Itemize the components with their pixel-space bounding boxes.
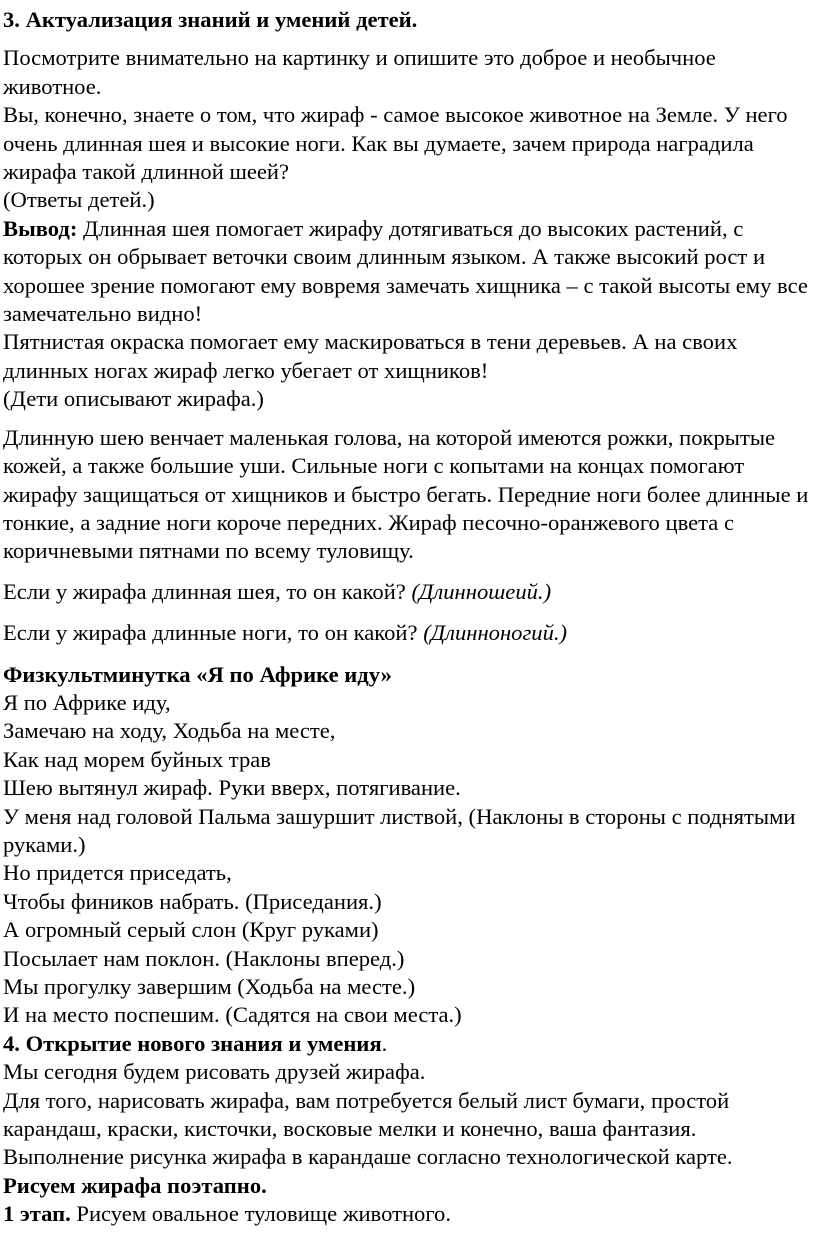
intro-paragraph: Посмотрите внимательно на картинку и опишите это доброе и необычное животное.	[3, 45, 716, 99]
section-4-heading: 4. Открытие нового знания и умения.	[3, 1030, 388, 1056]
legs-answer: (Длинноногий.)	[423, 620, 568, 646]
poem-line: У меня над головой Пальма зашуршит листвой, (Наклоны в стороны с поднятыми руками.)	[3, 803, 796, 857]
poem-line: А огромный серый слон (Круг руками)	[3, 917, 379, 943]
poem-line: Мы прогулку завершим (Ходьба на месте.)	[3, 974, 416, 999]
poem-line: Но придется приседать,	[3, 860, 232, 886]
neck-question: Если у жирафа длинная шея, то он какой? (Длинношеий.)	[3, 578, 552, 604]
stage-1-label: 1 этап.	[3, 1201, 71, 1227]
section-3-heading: 3. Актуализация знаний и умений детей.	[3, 7, 418, 32]
stage-1-text: Рисуем овальное туловище животного.	[70, 1201, 451, 1227]
describe-note: (Дети описывают жирафа.)	[3, 386, 264, 412]
conclusion-label: Вывод:	[3, 215, 78, 241]
document-page	[3, 6, 811, 1229]
legs-question: Если у жирафа длинные ноги, то он какой? (Длинноногий.)	[3, 620, 568, 646]
answers-note: (Ответы детей.)	[3, 187, 155, 213]
poem-line: Я по Африке иду,	[3, 689, 171, 715]
materials-paragraph: Для того, нарисовать жирафа, вам потребуется белый лист бумаги, простой карандаш, краски, кисточки, восковые мелки и конечно, ваша фантазия. Выполнение рисунка жирафа в карандаше согласно технологической карте.	[3, 1087, 733, 1170]
poem-line: Посылает нам поклон. (Наклоны вперед.)	[3, 945, 405, 971]
conclusion-text: Длинная шея помогает жирафу дотягиваться до высоких растений, с которых он обрывает веточки своим длинным языком. А также высокий рост и хорошее зрение помогают ему вовремя замечать хищника – с такой высоты ему все замечательно видно!	[3, 215, 808, 327]
poem-line: И на место поспешим. (Садятся на свои места.)	[3, 1002, 462, 1028]
drawing-intro: Мы сегодня будем рисовать друзей жирафа.	[3, 1059, 426, 1085]
stages-title: Рисуем жирафа поэтапно.	[3, 1172, 267, 1198]
poem-line: Замечаю на ходу, Ходьба на месте,	[3, 718, 336, 744]
spots-paragraph: Пятнистая окраска помогает ему маскироваться в тени деревьев. А на своих длинных ногах жираф легко убегает от хищников!	[3, 329, 738, 383]
fizminutka-title: Физкультминутка «Я по Африке иду»	[3, 661, 392, 687]
stage-1	[3, 1200, 811, 1228]
poem-line: Шею вытянул жираф. Руки вверх, потягивание.	[3, 775, 461, 801]
description-paragraph: Длинную шею венчает маленькая голова, на которой имеются рожки, покрытые кожей, а также большие уши. Сильные ноги с копытами на концах помогают жирафу защищаться от хищников и быстро бегать. Передние ноги более длинные и тонкие, а задние ноги короче передних. Жираф песочно-оранжевого цвета с коричневыми пятнами по всему туловищу.	[3, 424, 809, 564]
neck-answer: (Длинношеий.)	[411, 578, 552, 604]
question-paragraph: Вы, конечно, знаете о том, что жираф - самое высокое животное на Земле. У него очень длинная шея и высокие ноги. Как вы думаете, зачем природа наградила жирафа такой длинной шеей?	[3, 102, 788, 185]
poem-line: Как над морем буйных трав	[3, 746, 271, 772]
poem-line: Чтобы фиников набрать. (Приседания.)	[3, 888, 382, 914]
conclusion-paragraph	[3, 215, 811, 329]
